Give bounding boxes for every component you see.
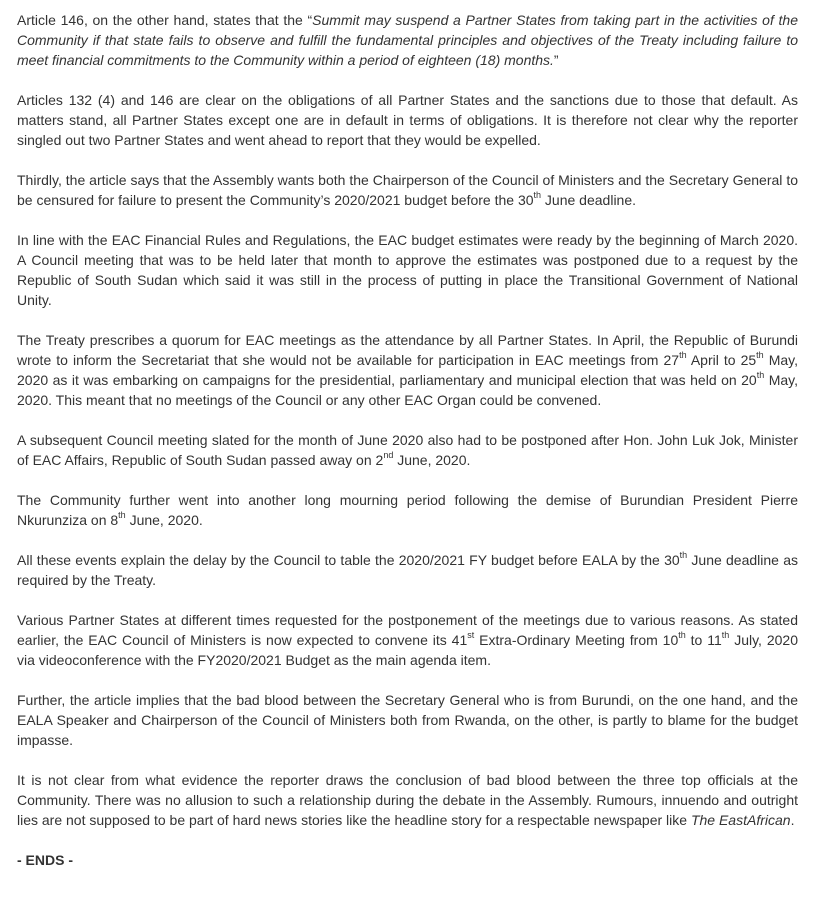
text-run: May, 2020 as it was embarking on campaigns for the presidential, parliamentary and municipal election that was held on 20 xyxy=(17,352,798,388)
text-run: . xyxy=(790,812,795,828)
ordinal-suffix: th xyxy=(679,550,688,561)
text-run: July, 2020 via videoconference with the FY2020/2021 Budget as the main agenda item. xyxy=(17,632,798,668)
para-subsequent-council xyxy=(17,430,798,470)
ends-marker: - ENDS - xyxy=(17,852,73,868)
text-run: Further, the article implies that the bad blood between the Secretary General who is from Burundi, on the one hand, and the EALA Speaker and Chairperson of the Council of Ministers both from Rwanda, on the other, is partly to blame for the budget impasse. xyxy=(17,692,798,748)
ordinal-suffix: th xyxy=(721,630,730,641)
ordinal-suffix: th xyxy=(678,630,686,641)
text-run: May, 2020. This meant that no meetings of the Council or any other EAC Organ could be convened. xyxy=(17,372,798,408)
document-body xyxy=(17,10,798,890)
text-run: April to 25 xyxy=(686,352,757,368)
italic-text: The EastAfrican xyxy=(690,812,791,828)
ordinal-suffix: th xyxy=(679,350,687,361)
para-financial-rules xyxy=(17,230,798,310)
para-events-explain xyxy=(17,550,798,590)
para-mourning xyxy=(17,490,798,530)
para-evidence xyxy=(17,770,798,830)
text-run: Extra-Ordinary Meeting from 10 xyxy=(474,632,679,648)
text-run: It is not clear from what evidence the reporter draws the conclusion of bad blood between the three top officials at the Community. There was no allusion to such a relationship during the debate in the Assembly. Rumours, innuendo and outright lies are not supposed to be part of hard news stories like the headline story for a respectable newspaper like xyxy=(17,772,798,828)
ordinal-suffix: nd xyxy=(383,450,394,461)
text-run: June, 2020. xyxy=(393,452,471,468)
text-run: June, 2020. xyxy=(125,512,203,528)
text-run: ” xyxy=(553,52,559,68)
para-postponement xyxy=(17,610,798,670)
para-quorum xyxy=(17,330,798,410)
text-run: to 11 xyxy=(685,632,722,648)
ordinal-suffix: th xyxy=(756,350,764,361)
text-run: June deadline. xyxy=(541,192,637,208)
italic-text: Summit may suspend a Partner States from taking part in the activities of the Community if that state fails to observe and fulfill the fundamental principles and objectives of the Treaty including failure to meet financial commitments to the Community within a period of eighteen (18) months. xyxy=(17,12,798,68)
text-run: All these events explain the delay by the Council to table the 2020/2021 FY budget before EALA by the 30 xyxy=(17,552,680,568)
paragraph-list xyxy=(17,10,798,830)
text-run: In line with the EAC Financial Rules and Regulations, the EAC budget estimates were ready by the beginning of March 2020. A Council meeting that was to be held later that month to approve the estimates was postponed due to a request by the Republic of South Sudan which said it was still in the process of putting in place the Transitional Government of National Unity. xyxy=(17,232,798,308)
ordinal-suffix: th xyxy=(118,510,126,521)
para-thirdly xyxy=(17,170,798,210)
ordinal-suffix: th xyxy=(533,190,542,201)
text-run: June deadline as required by the Treaty. xyxy=(17,552,798,588)
text-run: Articles 132 (4) and 146 are clear on the obligations of all Partner States and the sanctions due to those that default. As matters stand, all Partner States except one are in default in terms of obligations. It is therefore not clear why the reporter singled out two Partner States and went ahead to report that they would be expelled. xyxy=(17,92,798,148)
text-run: Thirdly, the article says that the Assembly wants both the Chairperson of the Council of Ministers and the Secretary General to be censured for failure to present the Community’s 2020/2021 budget before the 30 xyxy=(17,172,798,208)
text-run: Article 146, on the other hand, states that the “ xyxy=(17,12,313,28)
text-run: A subsequent Council meeting slated for the month of June 2020 also had to be postponed after Hon. John Luk Jok, Minister of EAC Affairs, Republic of South Sudan passed away on 2 xyxy=(17,432,798,468)
text-run: Various Partner States at different times requested for the postponement of the meetings due to various reasons. As stated earlier, the EAC Council of Ministers is now expected to convene its 41 xyxy=(17,612,798,648)
text-run: The Treaty prescribes a quorum for EAC meetings as the attendance by all Partner States. In April, the Republic of Burundi wrote to inform the Secretariat that she would not be available for participation in EAC meetings from 27 xyxy=(17,332,798,368)
text-run: The Community further went into another long mourning period following the demise of Burundian President Pierre Nkurunziza on 8 xyxy=(17,492,798,528)
para-bad-blood xyxy=(17,690,798,750)
para-articles-132-146 xyxy=(17,90,798,150)
ordinal-suffix: th xyxy=(756,370,765,381)
ordinal-suffix: st xyxy=(467,630,475,641)
para-article-146 xyxy=(17,10,798,70)
